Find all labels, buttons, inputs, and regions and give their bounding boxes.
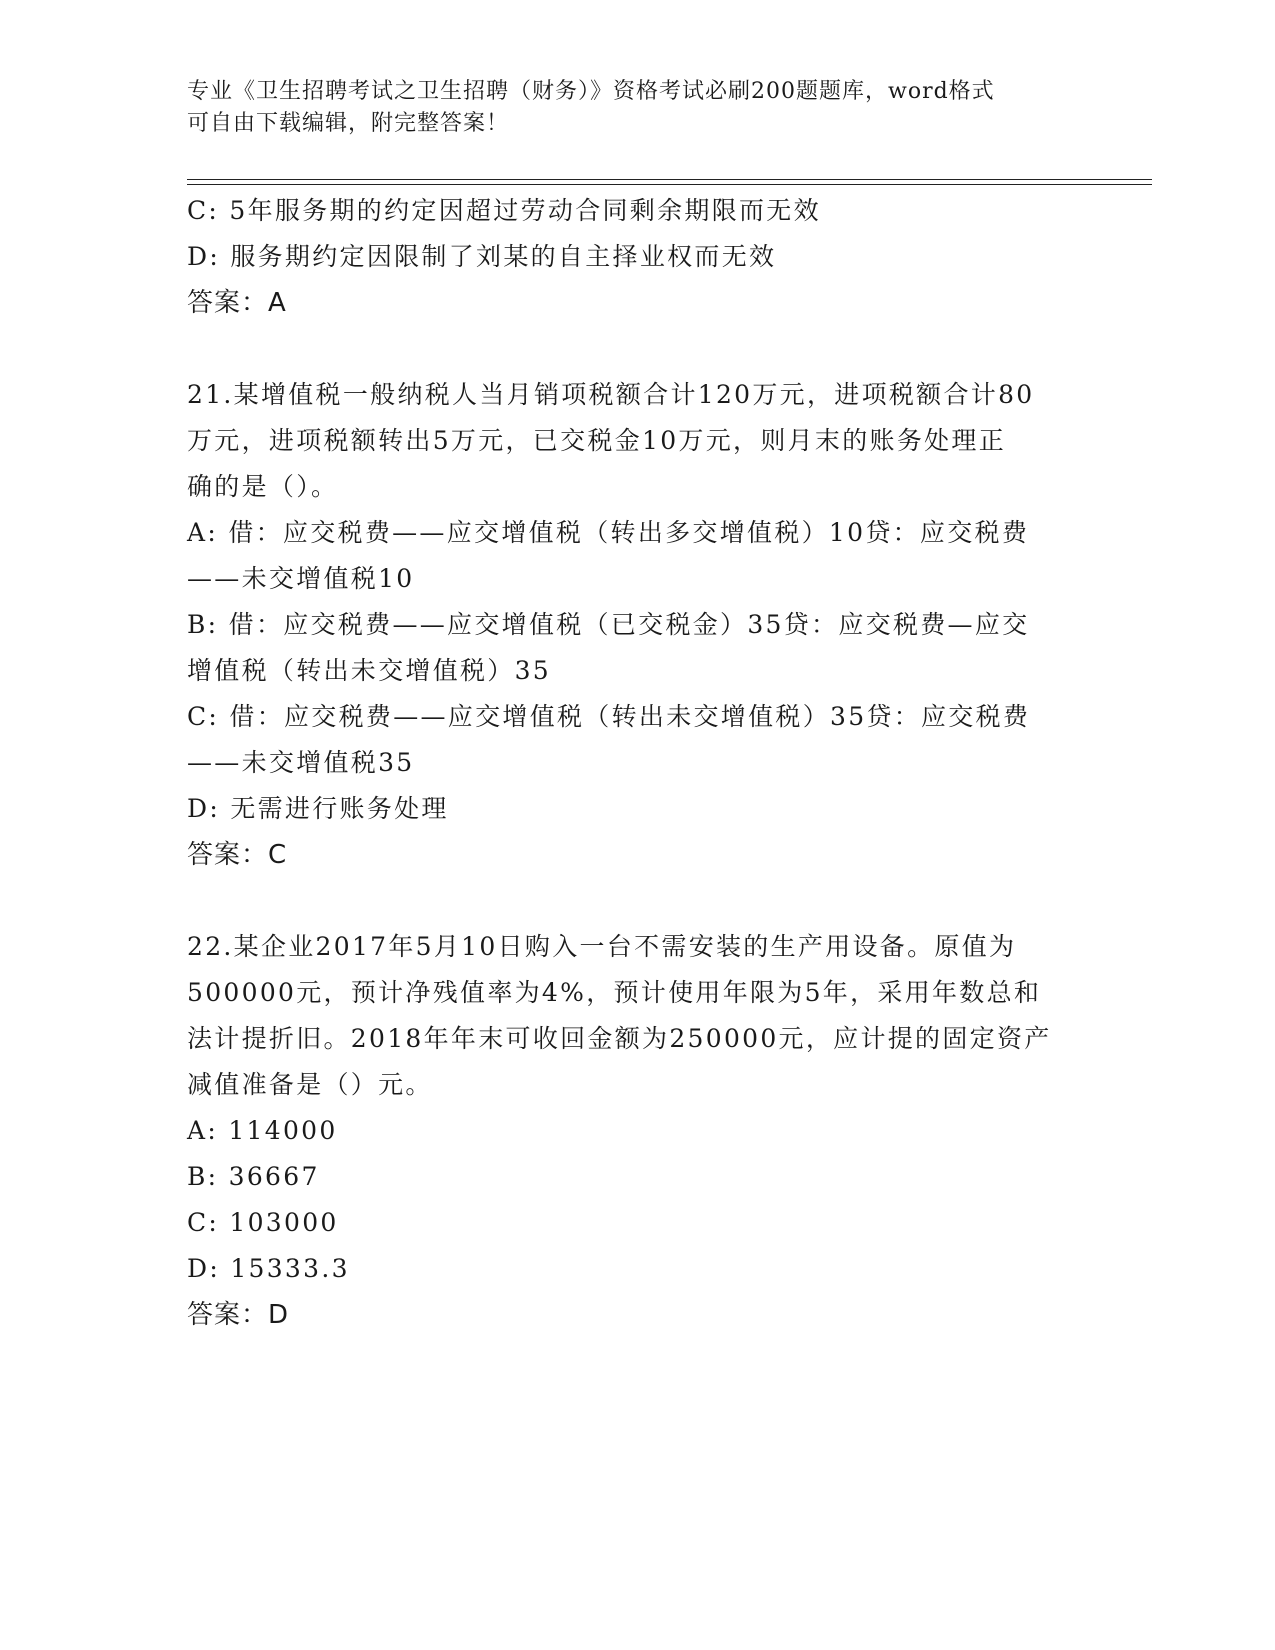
question-22: [187, 924, 1087, 1338]
answer-line: 答案：A: [187, 288, 287, 318]
header-divider-bottom: [187, 184, 1152, 185]
answer-line: 答案：C: [187, 840, 288, 870]
option-c: C: 5年服务期的约定因超过劳动合同剩余期限而无效: [187, 196, 821, 225]
question-stem-line: 法计提折旧。2018年年末可收回金额为250000元，应计提的固定资产: [187, 1024, 1052, 1053]
option-b: B: 借：应交税费——应交增值税（已交税金）35贷：应交税费—应交: [187, 610, 1030, 639]
header-line-1: 专业《卫生招聘考试之卫生招聘（财务）》资格考试必刷200题题库，word格式: [187, 79, 995, 104]
document-header: [187, 76, 1067, 140]
option-b: B: 36667: [187, 1162, 320, 1191]
question-stem-line: 确的是（）。: [187, 472, 339, 501]
question-stem-line: 减值准备是（）元。: [187, 1070, 433, 1099]
option-a-continued: ——未交增值税10: [187, 564, 415, 593]
answer-line: 答案：D: [187, 1300, 290, 1330]
header-divider-top: [187, 179, 1152, 180]
previous-question: [187, 188, 1087, 326]
option-d: D: 服务期约定因限制了刘某的自主择业权而无效: [187, 242, 777, 271]
question-stem-line: 万元，进项税额转出5万元，已交税金10万元，则月末的账务处理正: [187, 426, 1007, 455]
question-stem-line: 21.某增值税一般纳税人当月销项税额合计120万元，进项税额合计80: [187, 380, 1035, 409]
header-line-2: 可自由下载编辑，附完整答案！: [187, 111, 510, 136]
option-a: A: 114000: [187, 1116, 338, 1145]
question-stem-line: 22.某企业2017年5月10日购入一台不需安装的生产用设备。原值为: [187, 932, 1017, 961]
option-c-continued: ——未交增值税35: [187, 748, 415, 777]
document-body: [187, 188, 1087, 1338]
option-d: D: 无需进行账务处理: [187, 794, 449, 823]
option-a: A: 借：应交税费——应交增值税（转出多交增值税）10贷：应交税费: [187, 518, 1030, 547]
question-21: [187, 372, 1087, 878]
option-d: D: 15333.3: [187, 1254, 350, 1283]
question-stem-line: 500000元，预计净残值率为4%，预计使用年限为5年，采用年数总和: [187, 978, 1042, 1007]
option-b-continued: 增值税（转出未交增值税）35: [187, 656, 552, 685]
option-c: C: 借：应交税费——应交增值税（转出未交增值税）35贷：应交税费: [187, 702, 1031, 731]
option-c: C: 103000: [187, 1208, 339, 1237]
